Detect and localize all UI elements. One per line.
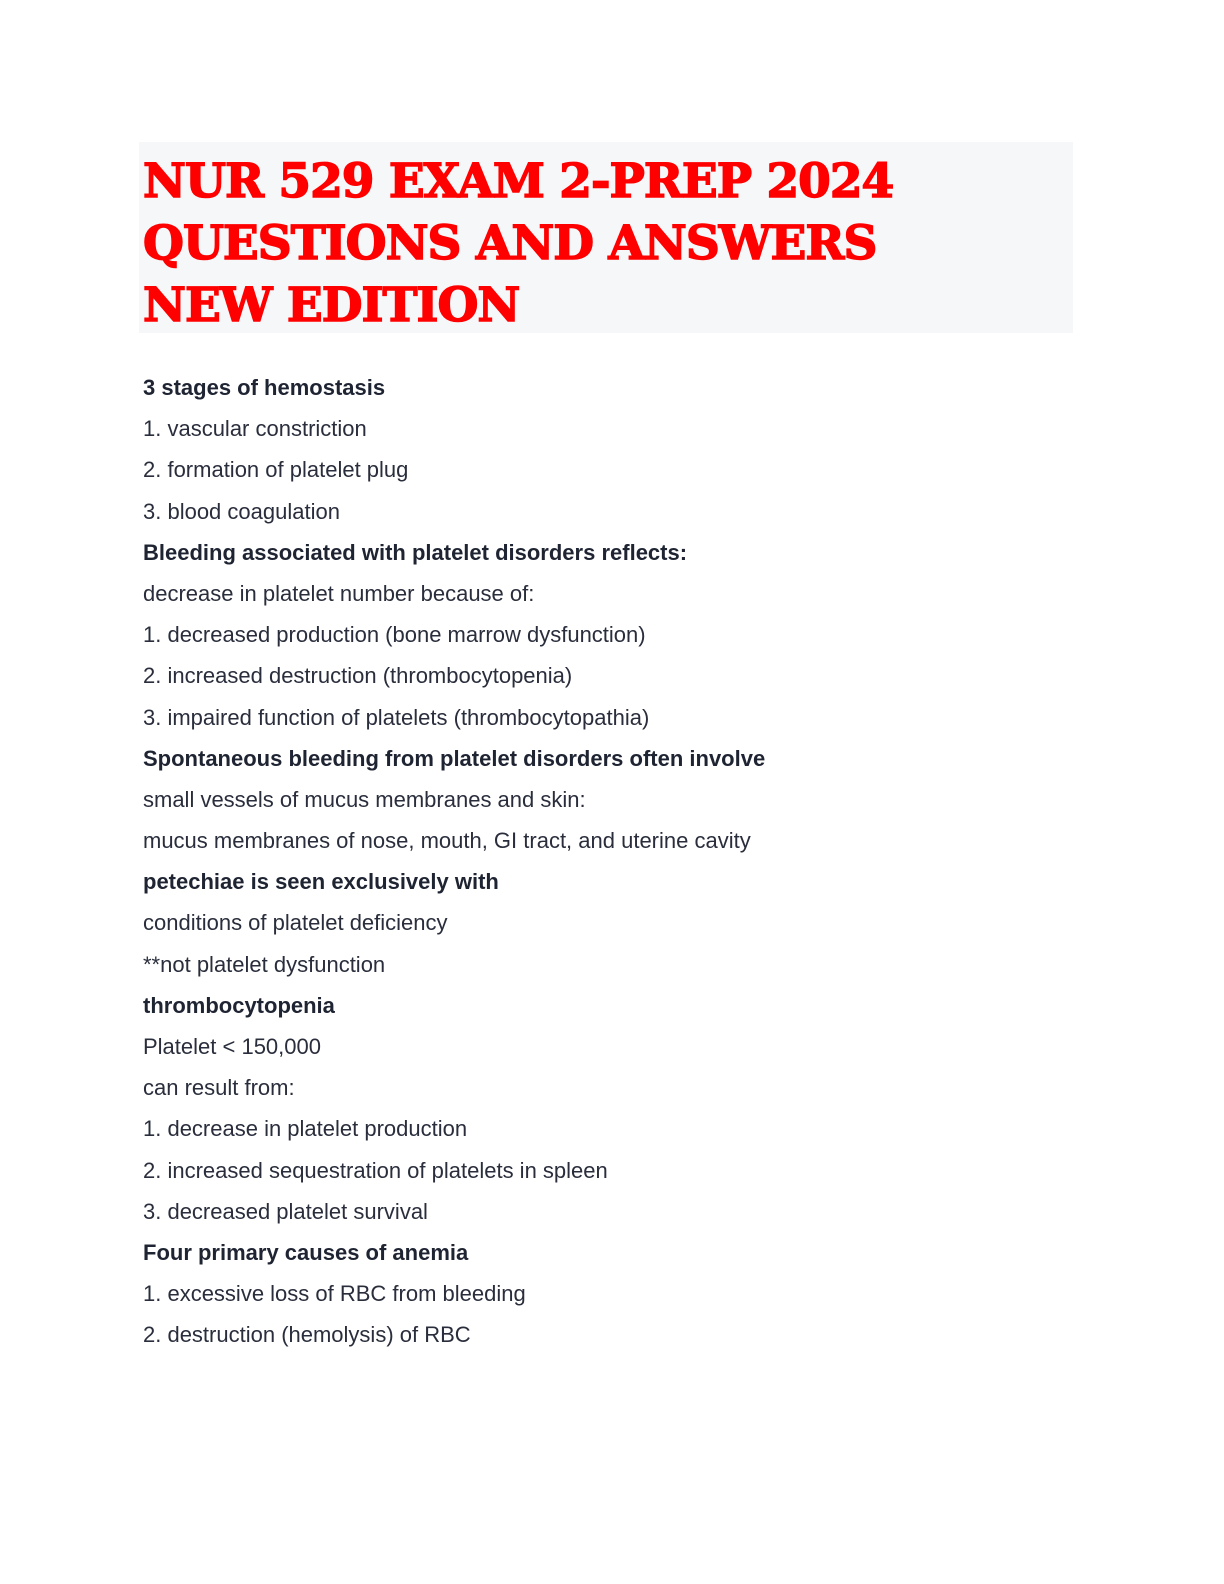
answer-text: 2. increased sequestration of platelets in spleen [143,1157,608,1183]
question-text: Four primary causes of anemia [143,1239,469,1265]
answer-text: 3. decreased platelet survival [143,1198,428,1224]
question-text: thrombocytopenia [143,992,335,1018]
document-title-line-3: NEW EDITION [143,278,520,333]
answer-text: decrease in platelet number because of: [143,580,535,606]
answer-text: 3. blood coagulation [143,498,340,524]
question-text: Spontaneous bleeding from platelet disorders often involve [143,745,766,771]
qa-content [143,373,1073,1362]
answer-text: 1. vascular constriction [143,416,367,442]
answer-text: conditions of platelet deficiency [143,910,448,936]
answer-text: mucus membranes of nose, mouth, GI tract, and uterine cavity [143,828,751,854]
answer-text: 1. decreased production (bone marrow dysfunction) [143,622,646,648]
answer-text: 2. increased destruction (thrombocytopenia) [143,663,573,689]
document-title-line-2: QUESTIONS AND ANSWERS [143,216,877,271]
question-text: 3 stages of hemostasis [143,375,386,400]
answer-text: can result from: [143,1075,295,1101]
answer-text: **not platelet dysfunction [143,951,386,977]
document-title-line-1: NUR 529 EXAM 2-PREP 2024 [143,154,894,209]
question-text: petechiae is seen exclusively with [143,869,499,895]
answer-text: 3. impaired function of platelets (thrombocytopathia) [143,704,650,730]
answer-text: small vessels of mucus membranes and skin: [143,786,586,812]
answer-text: 1. excessive loss of RBC from bleeding [143,1281,526,1307]
answer-text: 2. formation of platelet plug [143,457,409,483]
answer-text: Platelet < 150,000 [143,1034,321,1059]
answer-text: 1. decrease in platelet production [143,1116,468,1142]
question-text: Bleeding associated with platelet disorders reflects: [143,539,688,565]
answer-text: 2. destruction (hemolysis) of RBC [143,1322,471,1348]
